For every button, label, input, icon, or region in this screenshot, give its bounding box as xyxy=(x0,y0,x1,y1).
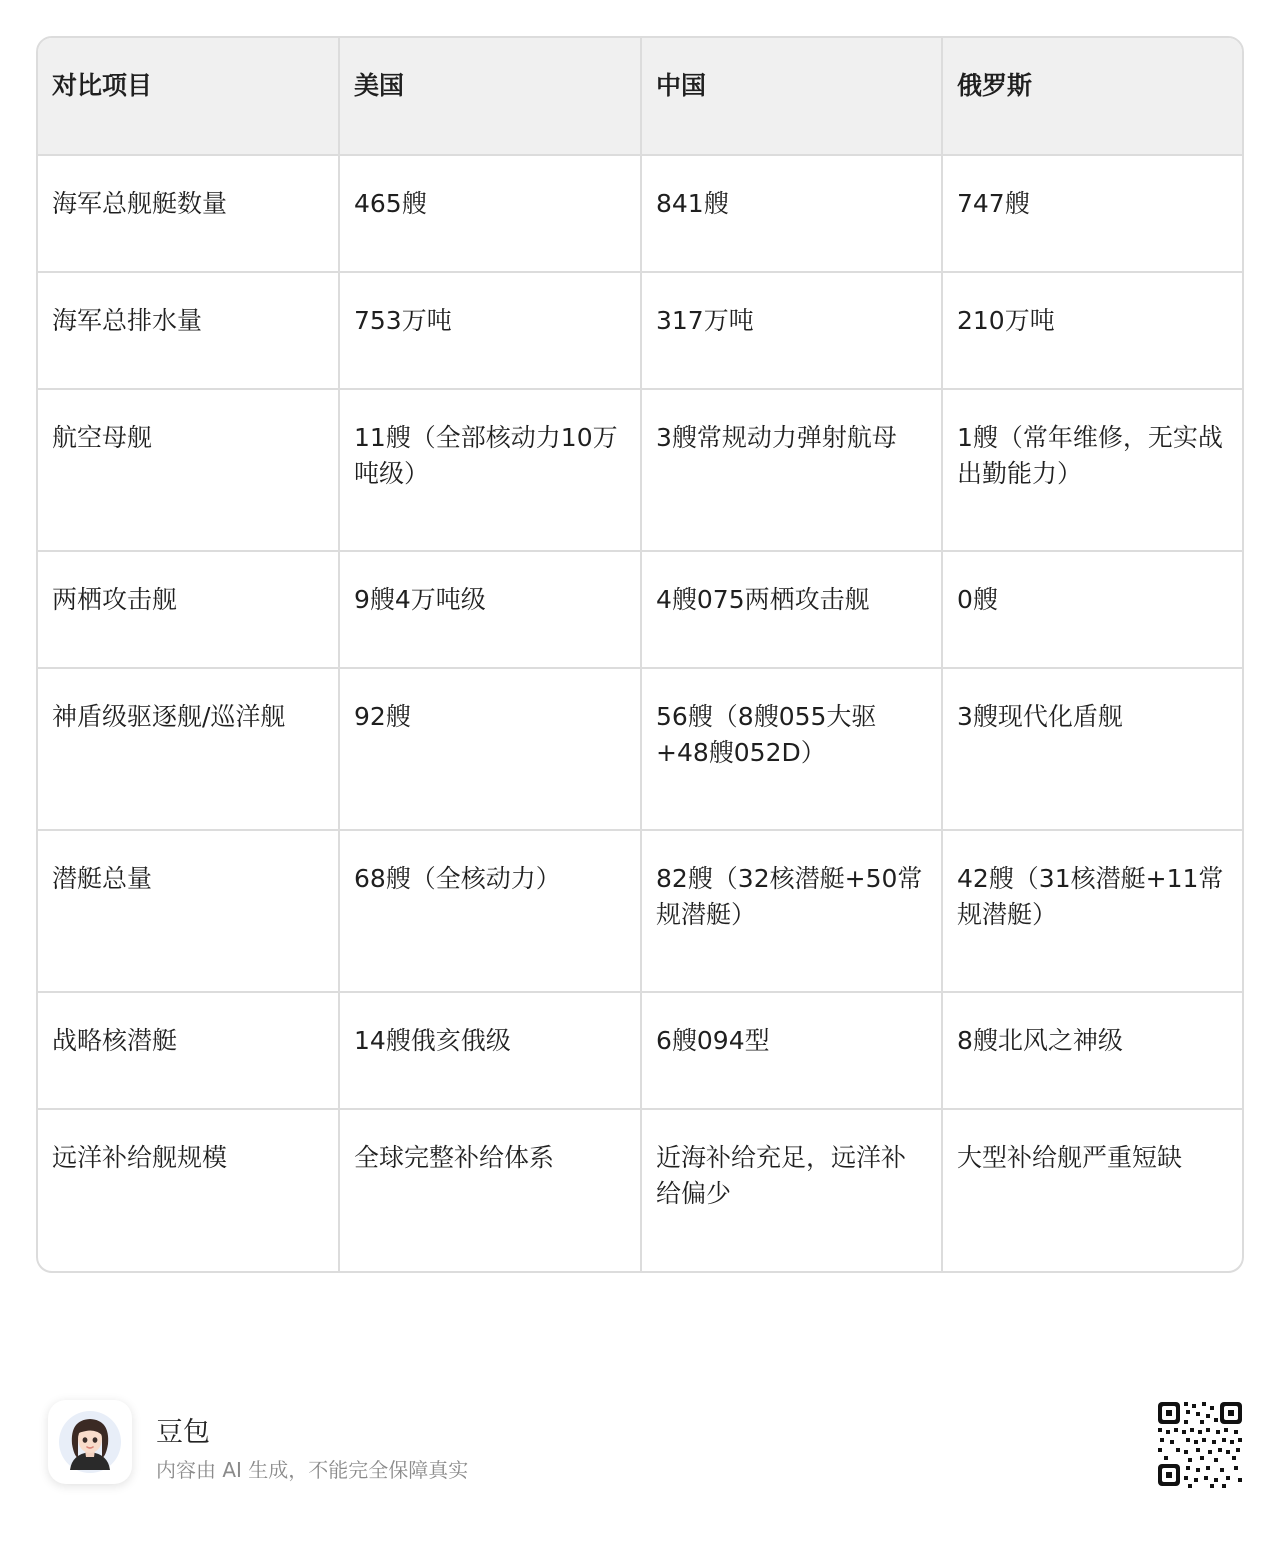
cell-russia: 210万吨 xyxy=(942,272,1244,389)
table-header-row xyxy=(38,38,1244,155)
cell-china: 82艘（32核潜艇+50常规潜艇） xyxy=(641,830,942,992)
row-label: 神盾级驱逐舰/巡洋舰 xyxy=(38,668,339,830)
brand-name: 豆包 xyxy=(156,1417,210,1448)
cell-russia: 1艘（常年维修，无实战出勤能力） xyxy=(942,389,1244,551)
row-label: 海军总排水量 xyxy=(38,272,339,389)
row-label: 潜艇总量 xyxy=(38,830,339,992)
header-item: 对比项目 xyxy=(38,38,339,155)
comparison-table-card xyxy=(36,36,1244,1273)
ai-disclaimer: 内容由 AI 生成，不能完全保障真实 xyxy=(156,1458,469,1482)
cell-usa: 9艘4万吨级 xyxy=(339,551,641,668)
row-label: 航空母舰 xyxy=(38,389,339,551)
cell-china: 3艘常规动力弹射航母 xyxy=(641,389,942,551)
cell-usa: 全球完整补给体系 xyxy=(339,1109,641,1271)
cell-russia: 3艘现代化盾舰 xyxy=(942,668,1244,830)
cell-china: 近海补给充足，远洋补给偏少 xyxy=(641,1109,942,1271)
cell-usa: 68艘（全核动力） xyxy=(339,830,641,992)
cell-china: 56艘（8艘055大驱+48艘052D） xyxy=(641,668,942,830)
cell-china: 317万吨 xyxy=(641,272,942,389)
cell-russia: 8艘北风之神级 xyxy=(942,992,1244,1109)
cell-russia: 42艘（31核潜艇+11常规潜艇） xyxy=(942,830,1244,992)
cell-usa: 11艘（全部核动力10万吨级） xyxy=(339,389,641,551)
row-label: 两栖攻击舰 xyxy=(38,551,339,668)
footer xyxy=(48,1400,1244,1490)
row-label: 海军总舰艇数量 xyxy=(38,155,339,272)
table-row xyxy=(38,389,1244,551)
table-row xyxy=(38,992,1244,1109)
cell-usa: 465艘 xyxy=(339,155,641,272)
header-china: 中国 xyxy=(641,38,942,155)
header-usa: 美国 xyxy=(339,38,641,155)
qr-code-icon xyxy=(1156,1400,1244,1488)
avatar xyxy=(48,1400,132,1484)
cell-russia: 大型补给舰严重短缺 xyxy=(957,1143,1183,1172)
navy-comparison-table xyxy=(38,38,1244,1271)
cell-russia: 747艘 xyxy=(942,155,1244,272)
header-russia: 俄罗斯 xyxy=(942,38,1244,155)
cell-usa: 92艘 xyxy=(339,668,641,830)
table-row xyxy=(38,155,1244,272)
cell-usa: 14艘俄亥俄级 xyxy=(339,992,641,1109)
avatar-girl-icon xyxy=(58,1410,122,1474)
row-label: 战略核潜艇 xyxy=(38,992,339,1109)
table-row xyxy=(38,1109,1244,1271)
cell-china: 6艘094型 xyxy=(641,992,942,1109)
table-row xyxy=(38,551,1244,668)
table-row xyxy=(38,668,1244,830)
cell-russia: 0艘 xyxy=(942,551,1244,668)
table-row xyxy=(38,272,1244,389)
cell-china: 4艘075两栖攻击舰 xyxy=(641,551,942,668)
cell-usa: 753万吨 xyxy=(339,272,641,389)
cell-china: 841艘 xyxy=(641,155,942,272)
table-row xyxy=(38,830,1244,992)
row-label: 远洋补给舰规模 xyxy=(38,1109,339,1271)
